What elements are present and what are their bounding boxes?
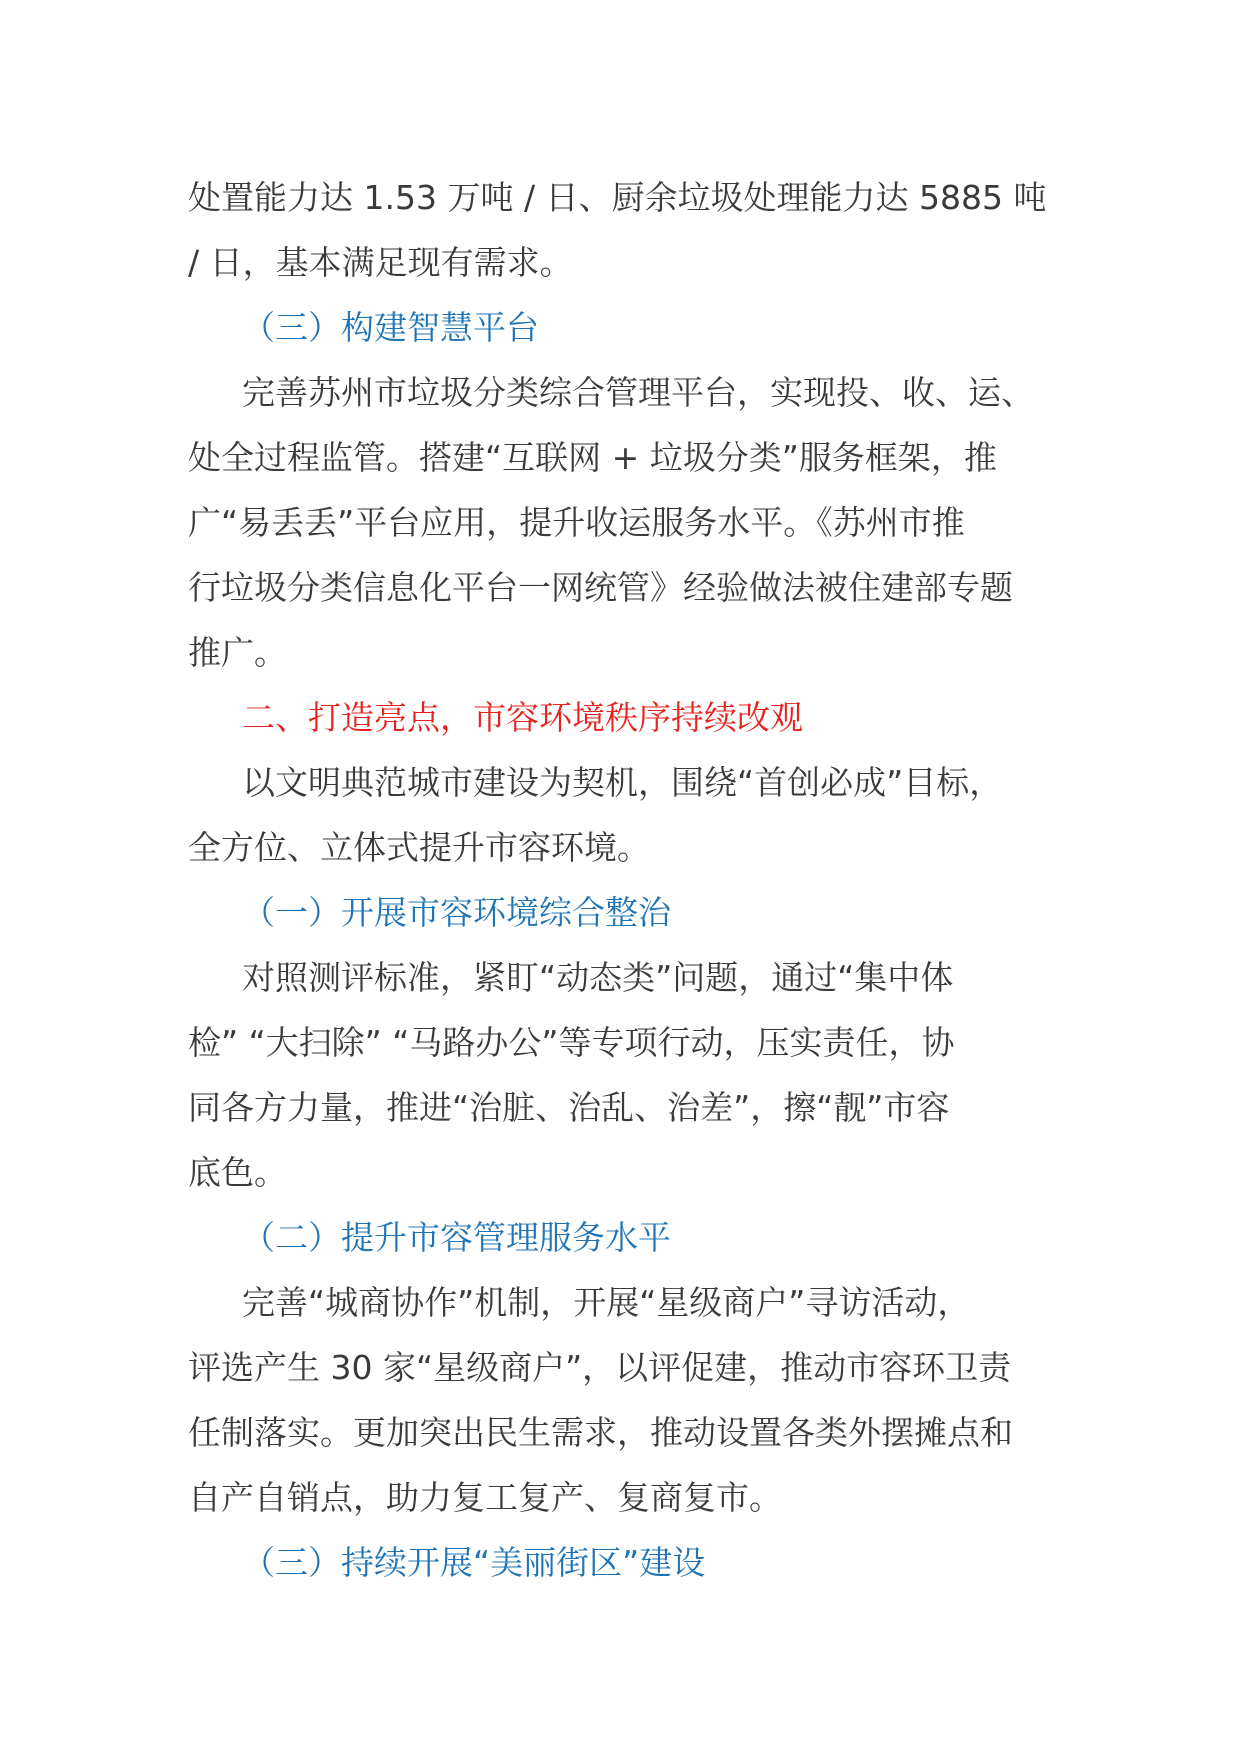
- document-body: [188, 165, 1054, 1595]
- body-line: 自产自销点，助力复工复产、复商复市。: [188, 1478, 782, 1517]
- body-line: 检” “大扫除” “马路办公”等专项行动，压实责任，协: [188, 1023, 955, 1062]
- section-heading: 二、打造亮点，市容环境秩序持续改观: [242, 698, 803, 737]
- body-line: 处置能力达 1.53 万吨 / 日、厨余垃圾处理能力达 5885 吨: [188, 178, 1047, 217]
- body-line: 同各方力量，推进“治脏、治乱、治差”，擦“靓”市容: [188, 1088, 950, 1127]
- body-line: 任制落实。更加突出民生需求，推动设置各类外摆摊点和: [188, 1413, 1013, 1452]
- subheading: （三）持续开展“美丽街区”建设: [242, 1543, 706, 1582]
- paragraph-first-line: 完善苏州市垃圾分类综合管理平台，实现投、收、运、: [242, 373, 1034, 412]
- subheading: （二）提升市容管理服务水平: [242, 1218, 671, 1257]
- paragraph-first-line: 以文明典范城市建设为契机，围绕“首创必成”目标，: [242, 763, 1003, 802]
- body-line: 全方位、立体式提升市容环境。: [188, 828, 650, 867]
- paragraph-first-line: 完善“城商协作”机制，开展“星级商户”寻访活动，: [242, 1283, 971, 1322]
- body-line: 底色。: [188, 1153, 287, 1192]
- body-line: 推广。: [188, 633, 287, 672]
- body-line: 处全过程监管。搭建“互联网 + 垃圾分类”服务框架，推: [188, 438, 997, 477]
- body-line: 广“易丢丢”平台应用，提升收运服务水平。《苏州市推: [188, 503, 965, 542]
- subheading: （一）开展市容环境综合整治: [242, 893, 671, 932]
- body-line: / 日，基本满足现有需求。: [188, 243, 573, 282]
- body-line: 行垃圾分类信息化平台一网统管》经验做法被住建部专题: [188, 568, 1013, 607]
- subheading: （三）构建智慧平台: [242, 308, 539, 347]
- body-line: 评选产生 30 家“星级商户”，以评促建，推动市容环卫责: [188, 1348, 1012, 1387]
- paragraph-first-line: 对照测评标准，紧盯“动态类”问题，通过“集中体: [242, 958, 954, 997]
